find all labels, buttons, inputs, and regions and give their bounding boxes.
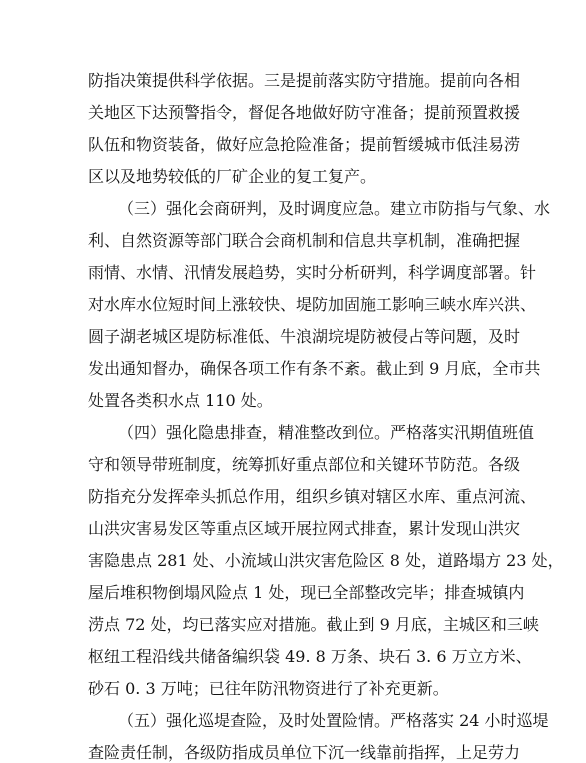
text-line: 关地区下达预警指令，督促各地做好防守准备；提前预置救援 [88,103,521,122]
text-line: 害隐患点 281 处、小流域山洪灾害危险区 8 处，道路塌方 23 处， [88,551,564,570]
text-line: 防指决策提供科学依据。三是提前落实防守措施。提前向各相 [88,71,521,90]
text-line: 雨情、水情、汛情发展趋势，实时分析研判，科学调度部署。针 [88,263,537,282]
text-line: 圆子湖老城区堤防标准低、牛浪湖垸堤防被侵占等问题，及时 [88,327,521,346]
text-line: 队伍和物资装备，做好应急抢险准备；提前暂缓城市低洼易涝 [88,135,521,154]
text-line: 利、自然资源等部门联合会商机制和信息共享机制，准确把握 [88,231,521,250]
text-line: 防指充分发挥牵头抓总作用，组织乡镇对辖区水库、重点河流、 [88,487,537,506]
paragraph-heading-line: （四）强化隐患排查，精准整改到位。严格落实汛期值班值 [118,423,535,442]
text-line: 查险责任制，各级防指成员单位下沉一线靠前指挥，上足劳力 [88,743,521,762]
text-line: 砂石 0. 3 万吨；已往年防汛物资进行了补充更新。 [88,679,449,698]
text-line: 山洪灾害易发区等重点区域开展拉网式排查，累计发现山洪灾 [88,519,521,538]
text-line: 守和领导带班制度，统筹抓好重点部位和关键环节防范。各级 [88,455,521,474]
text-line: 涝点 72 处，均已落实应对措施。截止到 9 月底，主城区和三峡 [88,615,539,634]
text-line: 区以及地势较低的厂矿企业的复工复产。 [88,167,377,186]
text-line: 屋后堆积物倒塌风险点 1 处，现已全部整改完毕；排查城镇内 [88,583,525,602]
text-line: 对水库水位短时间上涨较快、堤防加固施工影响三峡水库兴洪、 [88,295,537,314]
paragraph-heading-line: （三）强化会商研判，及时调度应急。建立市防指与气象、水 [118,199,551,218]
paragraph-heading-line: （五）强化巡堤查险，及时处置险情。严格落实 24 小时巡堤 [118,711,549,730]
text-line: 枢纽工程沿线共储备编织袋 49. 8 万条、块石 3. 6 万立方米、 [88,647,532,666]
text-line: 处置各类积水点 110 处。 [88,391,273,410]
text-line: 发出通知督办，确保各项工作有条不紊。截止到 9 月底，全市共 [88,359,541,378]
